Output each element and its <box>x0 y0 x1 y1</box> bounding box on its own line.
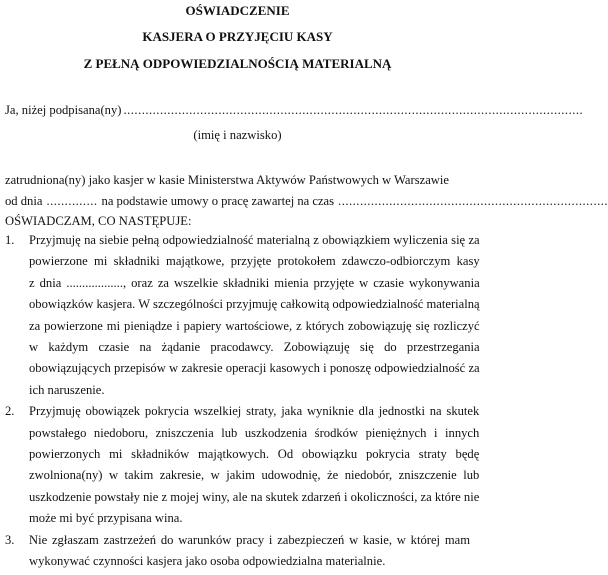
declaration-item <box>5 230 480 401</box>
contract-label: na podstawie umowy o pracę zawartej na czas <box>101 193 335 208</box>
declarant-line <box>5 103 584 117</box>
item-text-line: za powierzone mi pieniądze i papiery wartościowe, z których zobowiązuję się rozliczyć <box>29 318 480 333</box>
item-number: 3. <box>5 532 15 547</box>
item-text-line: może mi być przypisana wina. <box>29 511 183 526</box>
item-text-line: wykonywać czynności kasjera jako osoba odpowiedzialna materialnie. <box>29 554 386 569</box>
contract-period-blank: .......................................................................... <box>338 193 608 208</box>
document-title: OŚWIADCZENIE <box>185 3 290 18</box>
from-date-label: od dnia <box>5 193 43 208</box>
item-text-line: Przyjmuję obowiązek pokrycia wszelkiej straty, jaka wyniknie dla jednostki na skutek <box>29 404 480 419</box>
employment-line-2 <box>5 193 608 208</box>
item-text-line: Nie zgłaszam zastrzeżeń do warunków pracy i zabezpieczeń w kasie, w której mam <box>29 532 470 547</box>
item-number: 1. <box>5 232 15 247</box>
item-text-line: powierzonych mi składników majątkowych. Od obowiązku pokrycia straty będę <box>29 447 480 462</box>
document-subtitle-1: KASJERA O PRZYJĘCIU KASY <box>142 29 333 44</box>
item-text-line: powierzone mi składniki majątkowe, przyjęte protokołem zdawczo-odbiorczym kasy <box>29 254 480 269</box>
item-number: 2. <box>5 404 15 419</box>
declaration-list <box>5 230 480 573</box>
declarant-label: Ja, niżej podpisana(ny) <box>5 103 122 117</box>
document-subtitle-2: Z PEŁNĄ ODPOWIEDZIALNOŚCIĄ MATERIALNĄ <box>83 56 392 71</box>
item-text-line: obowiązków kasjera. W szczególności przyjmuję całkowitą odpowiedzialność materialną <box>29 297 480 312</box>
item-text-line: obowiązujących przepisów w zakresie operacji kasowych i ponoszę odpowiedzialność za <box>29 361 480 376</box>
declaration-item <box>5 530 470 573</box>
declaration-item <box>5 401 480 529</box>
item-text <box>29 401 479 529</box>
item-text-line: w każdym czasie na żądanie pracodawcy. Zobowiązuję się do przestrzegania <box>29 340 480 354</box>
item-text <box>29 230 480 401</box>
item-text-line: ich naruszenie. <box>29 382 105 397</box>
employment-line-1: zatrudniona(ny) jako kasjer w kasie Ministerstwa Aktywów Państwowych w Warszawie <box>5 173 449 188</box>
name-caption: (imię i nazwisko) <box>193 127 282 142</box>
item-text-line: uszkodzenie powstały nie z mojej winy, ale na skutek zdarzeń i okoliczności, za które nie <box>29 489 480 504</box>
item-text-line: powstałego niedoboru, zniszczenia lub uszkodzenia środków pieniężnych i innych <box>29 425 480 440</box>
declare-heading: OŚWIADCZAM, CO NASTĘPUJE: <box>5 214 192 229</box>
from-date-blank: .............. <box>46 193 98 208</box>
declarant-name-blank: .............................................................................................................................. <box>123 103 584 117</box>
item-text-line: z dnia .................., oraz za wszelkie składniki mienia przyjęte w czasie wykonywania <box>29 275 480 290</box>
item-text <box>29 530 470 573</box>
item-text-line: Przyjmuję na siebie pełną odpowiedzialność materialną z obowiązkiem wyliczenia się za <box>29 232 480 247</box>
item-text-line: zwolniona(ny) w takim zakresie, w jakim udowodnię, że niedobór, zniszczenie lub <box>29 468 480 483</box>
